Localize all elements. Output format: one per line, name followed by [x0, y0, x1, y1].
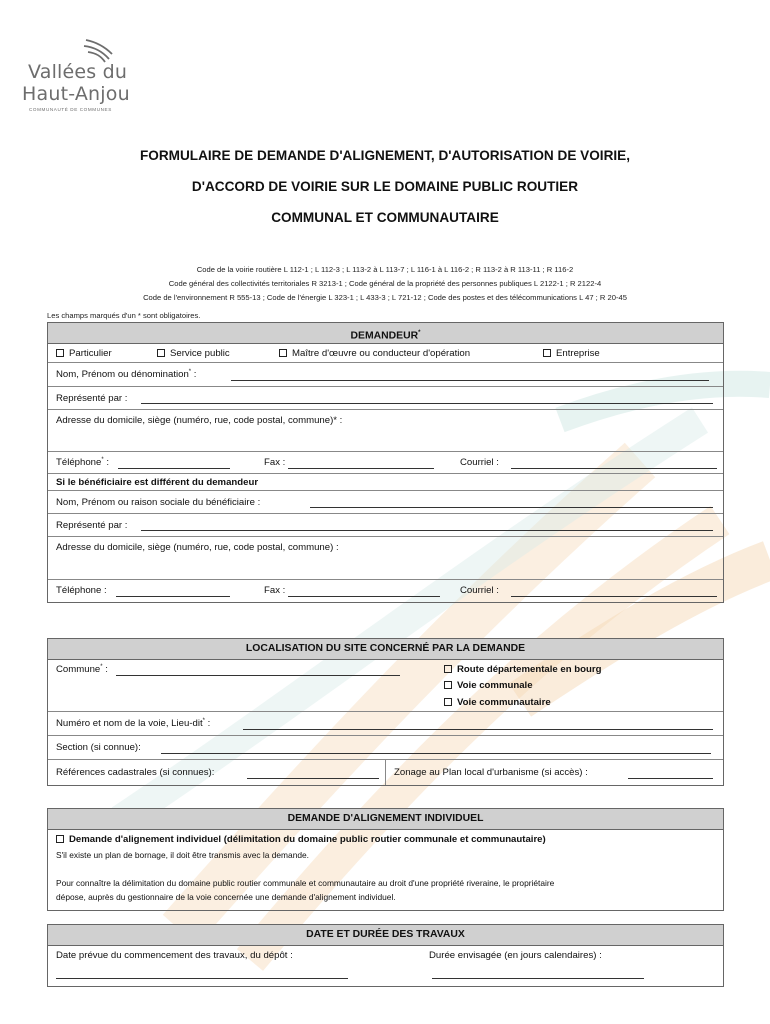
nom-field[interactable]: [231, 380, 709, 381]
references-separator: [385, 760, 386, 785]
alignement-checkbox-option[interactable]: [56, 834, 546, 845]
represente-label: Représenté par :: [56, 393, 128, 404]
checkbox-alignement[interactable]: [56, 835, 64, 843]
courriel-field[interactable]: [511, 468, 717, 469]
commune-suffix: :: [102, 664, 108, 676]
telephone-suffix: :: [103, 457, 110, 469]
type-service-public-label: Service public: [170, 348, 230, 359]
type-maitre-oeuvre-label: Maître d'œuvre ou conducteur d'opération: [292, 348, 471, 359]
telephone-field[interactable]: [118, 468, 230, 469]
ben-represente-label: Représenté par :: [56, 520, 128, 531]
demandeur-type-row: [48, 344, 723, 363]
checkbox-route-departementale[interactable]: [444, 665, 452, 673]
ben-fax-label: Fax :: [264, 585, 286, 596]
option-voie-communautaire-label: Voie communautaire: [457, 697, 551, 708]
title-line3: COMMUNAL ET COMMUNAUTAIRE: [271, 210, 499, 225]
adresse-label: Adresse du domicile, siège (numéro, rue, code postal, commune)* :: [56, 415, 343, 426]
nom-star: *: [188, 369, 192, 375]
voie-label-text: Numéro et nom de la voie, Lieu-dit: [56, 718, 203, 730]
voie-suffix: :: [205, 718, 211, 730]
legal-codes-line1: Code de la voirie routière L 112-1 ; L 112-3 ; L 113-2 à L 113-7 ; L 116-1 à L 116-2 ; R 113-2 à R 113-11 ; R 116-2: [196, 265, 574, 274]
commune-label-text: Commune: [56, 664, 101, 676]
option-route-departementale-label: Route départementale en bourg: [457, 664, 602, 675]
type-maitre-oeuvre[interactable]: [279, 348, 470, 359]
checkbox-service-public[interactable]: [157, 349, 165, 357]
references-label: Références cadastrales (si connues):: [56, 767, 215, 778]
duree-label: Durée envisagée (en jours calendaires) :: [429, 950, 602, 961]
alignement-header: DEMANDE D'ALIGNEMENT INDIVIDUEL: [48, 809, 723, 830]
contact-row: [48, 452, 723, 474]
ben-nom-row: [48, 491, 723, 514]
references-row: [48, 760, 723, 785]
alignement-checkbox-label: Demande d'alignement individuel (délimitation du domaine public routier communale et communautaire): [69, 834, 546, 845]
ben-represente-row: [48, 514, 723, 537]
type-particulier-label: Particulier: [69, 348, 112, 359]
demandeur-header-label: DEMANDEUR: [350, 330, 419, 342]
section-label: Section (si connue):: [56, 742, 141, 753]
alignement-section: [47, 808, 724, 911]
checkbox-maitre-oeuvre[interactable]: [279, 349, 287, 357]
alignement-note-line2: dépose, auprès du gestionnaire de la voie concernée une demande d'alignement individuel.: [56, 892, 396, 902]
title-line2: D'ACCORD DE VOIRIE SUR LE DOMAINE PUBLIC ROUTIER: [191, 179, 579, 194]
travaux-section: [47, 924, 724, 987]
ben-fax-field[interactable]: [288, 596, 440, 597]
ben-adresse-row: [48, 537, 723, 580]
ben-adresse-label: Adresse du domicile, siège (numéro, rue, code postal, commune) :: [56, 542, 339, 553]
telephone-label-text: Téléphone: [56, 457, 102, 469]
logo-subtitle: COMMUNAUTÉ DE COMMUNES: [29, 107, 112, 112]
beneficiaire-header: Si le bénéficiaire est différent du demandeur: [56, 477, 259, 488]
section-row: [48, 736, 723, 760]
voie-field[interactable]: [243, 729, 713, 730]
legal-codes-line3: Code de l'environnement R 555-13 ; Code de l'énergie L 323-1 ; L 433-3 ; L 721-12 ; Code des postes et des télécommunications L 47 ; R 20-45: [143, 293, 627, 302]
ben-telephone-label: Téléphone :: [56, 585, 107, 596]
represente-row: [48, 387, 723, 410]
localisation-section: [47, 638, 724, 786]
logo-line2: Haut-Anjou: [22, 83, 130, 105]
ben-represente-field[interactable]: [141, 530, 713, 531]
voie-star: *: [202, 718, 205, 724]
legal-codes-line2: Code général des collectivités territoriales R 3213-1 ; Code général de la propriété des personnes publiques L 2122-1 ; R 2122-4: [168, 279, 602, 288]
courriel-label: Courriel :: [460, 457, 499, 468]
ben-courriel-label: Courriel :: [460, 585, 499, 596]
option-voie-communale-label: Voie communale: [457, 680, 533, 691]
nom-suffix: :: [191, 369, 197, 381]
checkbox-particulier[interactable]: [56, 349, 64, 357]
required-star: *: [418, 330, 421, 336]
ben-nom-field[interactable]: [310, 507, 713, 508]
checkbox-entreprise[interactable]: [543, 349, 551, 357]
adresse-row: [48, 410, 723, 452]
beneficiaire-header-row: [48, 474, 723, 491]
voie-row: [48, 712, 723, 736]
demandeur-header: [48, 323, 723, 344]
ben-courriel-field[interactable]: [511, 596, 717, 597]
nom-row: [48, 363, 723, 387]
telephone-star: *: [101, 457, 104, 463]
logo: [22, 36, 132, 116]
type-entreprise[interactable]: [543, 348, 600, 359]
references-field[interactable]: [247, 778, 379, 779]
logo-mark-icon: [82, 36, 118, 64]
checkbox-voie-communale[interactable]: [444, 681, 452, 689]
commune-star: *: [100, 664, 103, 670]
alignement-body: [48, 830, 723, 910]
type-entreprise-label: Entreprise: [556, 348, 600, 359]
fax-field[interactable]: [288, 468, 434, 469]
date-debut-field[interactable]: [56, 978, 348, 979]
title-line1: FORMULAIRE DE DEMANDE D'ALIGNEMENT, D'AUTORISATION DE VOIRIE,: [139, 148, 631, 163]
mandatory-note: Les champs marqués d'un * sont obligatoires.: [47, 311, 201, 320]
travaux-header: DATE ET DURÉE DES TRAVAUX: [48, 925, 723, 946]
ben-telephone-field[interactable]: [116, 596, 230, 597]
option-voie-communautaire[interactable]: [444, 697, 551, 708]
nom-label: [56, 369, 196, 380]
localisation-header: LOCALISATION DU SITE CONCERNÉ PAR LA DEMANDE: [48, 639, 723, 660]
demandeur-section: [47, 322, 724, 603]
duree-field[interactable]: [432, 978, 644, 979]
commune-field[interactable]: [116, 675, 400, 676]
type-particulier[interactable]: [56, 348, 112, 359]
commune-row: [48, 660, 723, 712]
voie-label: [56, 718, 210, 729]
zonage-field[interactable]: [628, 778, 713, 779]
nom-label-text: Nom, Prénom ou dénomination: [56, 369, 189, 381]
date-debut-label: Date prévue du commencement des travaux, du dépôt :: [56, 950, 293, 961]
fax-label: Fax :: [264, 457, 286, 468]
commune-label: [56, 664, 108, 675]
zonage-label: Zonage au Plan local d'urbanisme (si accès) :: [394, 767, 588, 778]
type-service-public[interactable]: [157, 348, 230, 359]
section-field[interactable]: [161, 753, 711, 754]
ben-nom-label: Nom, Prénom ou raison sociale du bénéficiaire :: [56, 497, 261, 508]
travaux-body: [48, 946, 723, 986]
checkbox-voie-communautaire[interactable]: [444, 698, 452, 706]
alignement-note-bornage: S'il existe un plan de bornage, il doit être transmis avec la demande.: [56, 850, 309, 860]
represente-field[interactable]: [141, 403, 713, 404]
option-route-departementale[interactable]: [444, 664, 601, 675]
option-voie-communale[interactable]: [444, 680, 533, 691]
ben-contact-row: [48, 580, 723, 602]
alignement-note-line1: Pour connaître la délimitation du domaine public routier communale et communautaire au droit d'une propriété riveraine, le propriétaire: [56, 878, 555, 888]
telephone-label: [56, 457, 109, 468]
logo-line1: Vallées du: [28, 61, 128, 83]
